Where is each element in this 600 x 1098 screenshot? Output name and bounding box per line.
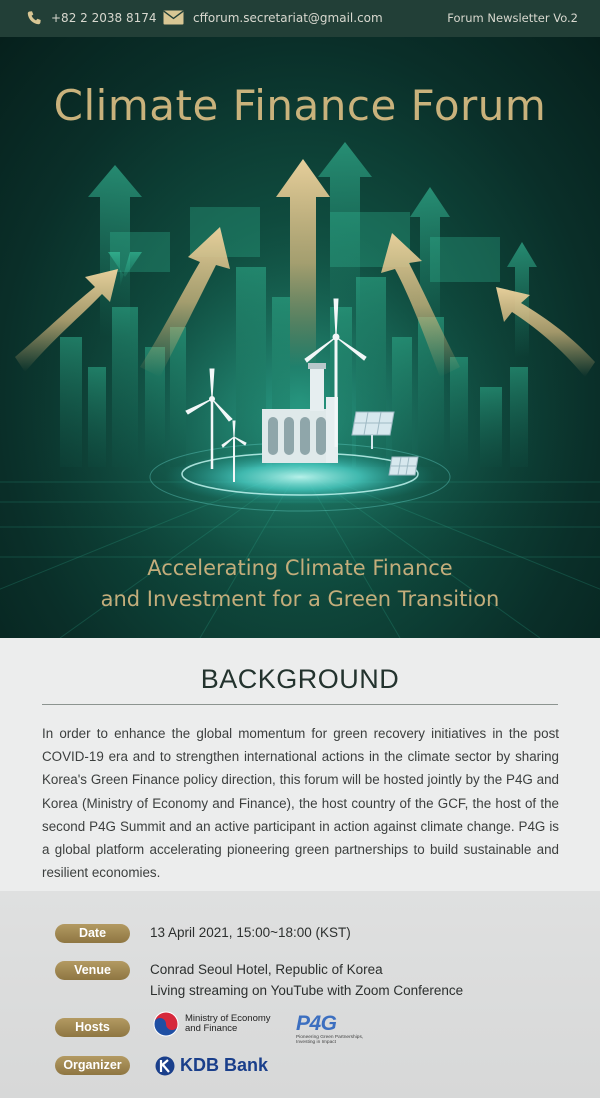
host-p4g-logo[interactable] [296, 1012, 363, 1045]
background-body: In order to enhance the global momentum for green recovery initiatives in the post COVID-19 era and to strengthen international actions in the climate sector by sharing Korea's Green Finance policy direction, this forum will be hosted jointly by the P4G and Korea (Ministry of Economy and Finance), the host country of the GCF, the host of the second P4G Summit and an active participant in action against climate change. P4G is a global platform accelerating pioneering green partnerships to build sustainable and resilient economies. [42, 726, 559, 881]
subtitle-line-1: Accelerating Climate Finance [147, 556, 453, 580]
email-contact[interactable] [163, 10, 383, 25]
phone-number: +82 2 2038 8174 [51, 11, 157, 25]
venue-label-badge: Venue [55, 961, 130, 980]
host1-name-line-2: and Finance [185, 1023, 238, 1034]
kdb-icon [155, 1056, 175, 1076]
divider [42, 704, 558, 705]
hosts-label-badge: Hosts [55, 1018, 130, 1037]
email-address: cfforum.secretariat@gmail.com [193, 10, 383, 25]
organizer-name: KDB Bank [180, 1055, 269, 1075]
venue-line-2: Living streaming on YouTube with Zoom Conference [150, 983, 464, 998]
background-heading: BACKGROUND [200, 664, 400, 694]
date-value: 13 April 2021, 15:00~18:00 (KST) [150, 925, 351, 940]
p4g-tagline-1: Pioneering Green Partnerships, [296, 1035, 364, 1040]
host1-name-line-1: Ministry of Economy [185, 1013, 271, 1024]
hero-banner [0, 37, 600, 638]
subtitle-line-2: and Investment for a Green Transition [100, 587, 500, 611]
newsletter-label: Forum Newsletter Vo.2 [447, 11, 578, 25]
organizer-kdb-logo[interactable] [155, 1055, 268, 1076]
venue-line-1: Conrad Seoul Hotel, Republic of Korea [150, 962, 383, 977]
taeguk-icon [153, 1011, 179, 1037]
phone-contact[interactable] [26, 10, 156, 26]
phone-icon [26, 10, 42, 26]
organizer-label-badge: Organizer [55, 1056, 130, 1075]
p4g-tagline-2: Investing in Impact [296, 1039, 336, 1045]
date-label-badge: Date [55, 924, 130, 943]
mail-icon [163, 10, 184, 25]
solar-panel-icon [389, 457, 418, 475]
contact-bar [0, 0, 600, 37]
forum-title: Climate Finance Forum [53, 81, 547, 130]
forum-subtitle [0, 553, 600, 615]
host-moef-logo[interactable] [153, 1011, 271, 1037]
p4g-mark: P4G [296, 1012, 337, 1035]
